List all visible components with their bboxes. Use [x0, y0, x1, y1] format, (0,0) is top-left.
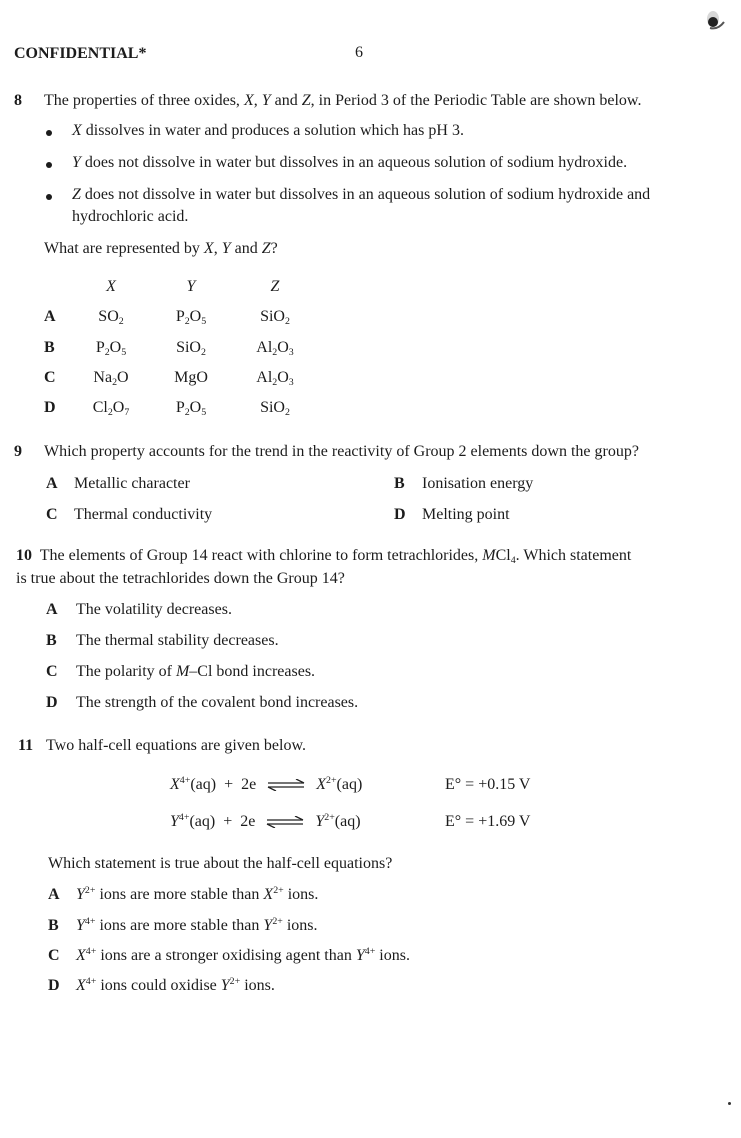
bullet-icon [46, 194, 52, 200]
column-header: X [106, 278, 116, 295]
answer-option-a[interactable]: A The volatility decreases. [46, 601, 232, 618]
half-equation-y: $Y^{4+}(aq) + 2e$ $Y^{2+}(aq)$ [170, 812, 361, 830]
header-title: CONFIDENTIAL* [14, 45, 147, 62]
electrode-potential-y: E° = +1.69 V [445, 813, 531, 830]
question-prompt: Which statement is true about the half-cell equations? [48, 855, 393, 872]
half-equation-x: $X^{4+}(aq) + 2e$ $X^{2+}(aq)$ [170, 775, 363, 793]
answer-option-d[interactable]: D $X^{4+}$ ions could oxidise $Y^{2+}$ ions. [48, 976, 275, 994]
answer-option-a[interactable]: A Metallic character [46, 475, 190, 492]
formula-z: $Al_2O_3$ [256, 339, 294, 358]
bullet-item: Y does not dissolve in water but dissolves in an aqueous solution of sodium hydroxide. [72, 154, 628, 171]
answer-option-c[interactable]: C The polarity of M–Cl bond increases. [46, 663, 316, 680]
answer-option-a[interactable]: A $Y^{2+}$ ions are more stable than $X^{2+}$ ions. [48, 885, 319, 903]
question-stem: The properties of three oxides, X, Y and Z, in Period 3 of the Periodic Table are shown below. [44, 92, 642, 109]
answer-option-c[interactable]: C Thermal conductivity [46, 506, 213, 523]
formula-y: $P_2O_5$ [175, 308, 207, 327]
equilibrium-arrow-icon [265, 816, 305, 828]
column-header: Y [186, 278, 196, 295]
camera-icon [704, 8, 726, 32]
question-number: 11 [18, 737, 34, 754]
equilibrium-arrow-icon [266, 779, 306, 791]
column-header: Z [270, 278, 280, 295]
formula-x: $P_2O_5$ [95, 339, 127, 358]
question-prompt: What are represented by X, Y and Z? [44, 240, 278, 257]
formula-x: $SO_2$ [98, 308, 124, 327]
formula-z: SiO$_2$ [260, 308, 290, 327]
option-letter: D [44, 399, 56, 416]
formula-x: $Na_2O$ [93, 369, 129, 388]
answer-option-d[interactable]: D The strength of the covalent bond increases. [46, 694, 359, 711]
page-number: 6 [355, 44, 363, 61]
question-number: 9 [14, 443, 22, 460]
question-number: 8 [14, 92, 22, 109]
question-stem: Two half-cell equations are given below. [46, 737, 306, 754]
formula-z: $Al_2O_3$ [256, 369, 294, 388]
bullet-item: Z does not dissolve in water but dissolves in an aqueous solution of sodium hydroxide and [72, 186, 651, 203]
formula-z: SiO$_2$ [260, 399, 290, 418]
answer-option-b[interactable]: B Ionisation energy [394, 475, 534, 492]
formula-y: $P_2O_5$ [175, 399, 207, 418]
question-stem: 10 The elements of Group 14 react with chlorine to form tetrachlorides, MCl$_4$. Which statement [16, 547, 632, 566]
bullet-item-continuation: hydrochloric acid. [72, 208, 189, 225]
scan-speck [728, 1102, 731, 1105]
bullet-icon [46, 162, 52, 168]
answer-option-d[interactable]: D Melting point [394, 506, 510, 523]
answer-option-b[interactable]: B $Y^{4+}$ ions are more stable than $Y^{2+}$ ions. [48, 916, 318, 934]
option-letter: C [44, 369, 56, 386]
question-stem: Which property accounts for the trend in the reactivity of Group 2 elements down the group? [44, 443, 639, 460]
bullet-icon [46, 130, 52, 136]
answer-option-b[interactable]: B The thermal stability decreases. [46, 632, 279, 649]
formula-y: MgO [174, 369, 208, 386]
question-stem-continuation: is true about the tetrachlorides down the Group 14? [16, 570, 345, 587]
formula-x: $Cl_2O_7$ [92, 399, 130, 418]
answer-option-c[interactable]: C $X^{4+}$ ions are a stronger oxidising agent than $Y^{4+}$ ions. [48, 946, 410, 964]
option-letter: A [44, 308, 56, 325]
formula-y: SiO$_2$ [176, 339, 206, 358]
electrode-potential-x: E° = +0.15 V [445, 776, 531, 793]
option-letter: B [44, 339, 55, 356]
bullet-item: X dissolves in water and produces a solution which has pH 3. [72, 122, 464, 139]
